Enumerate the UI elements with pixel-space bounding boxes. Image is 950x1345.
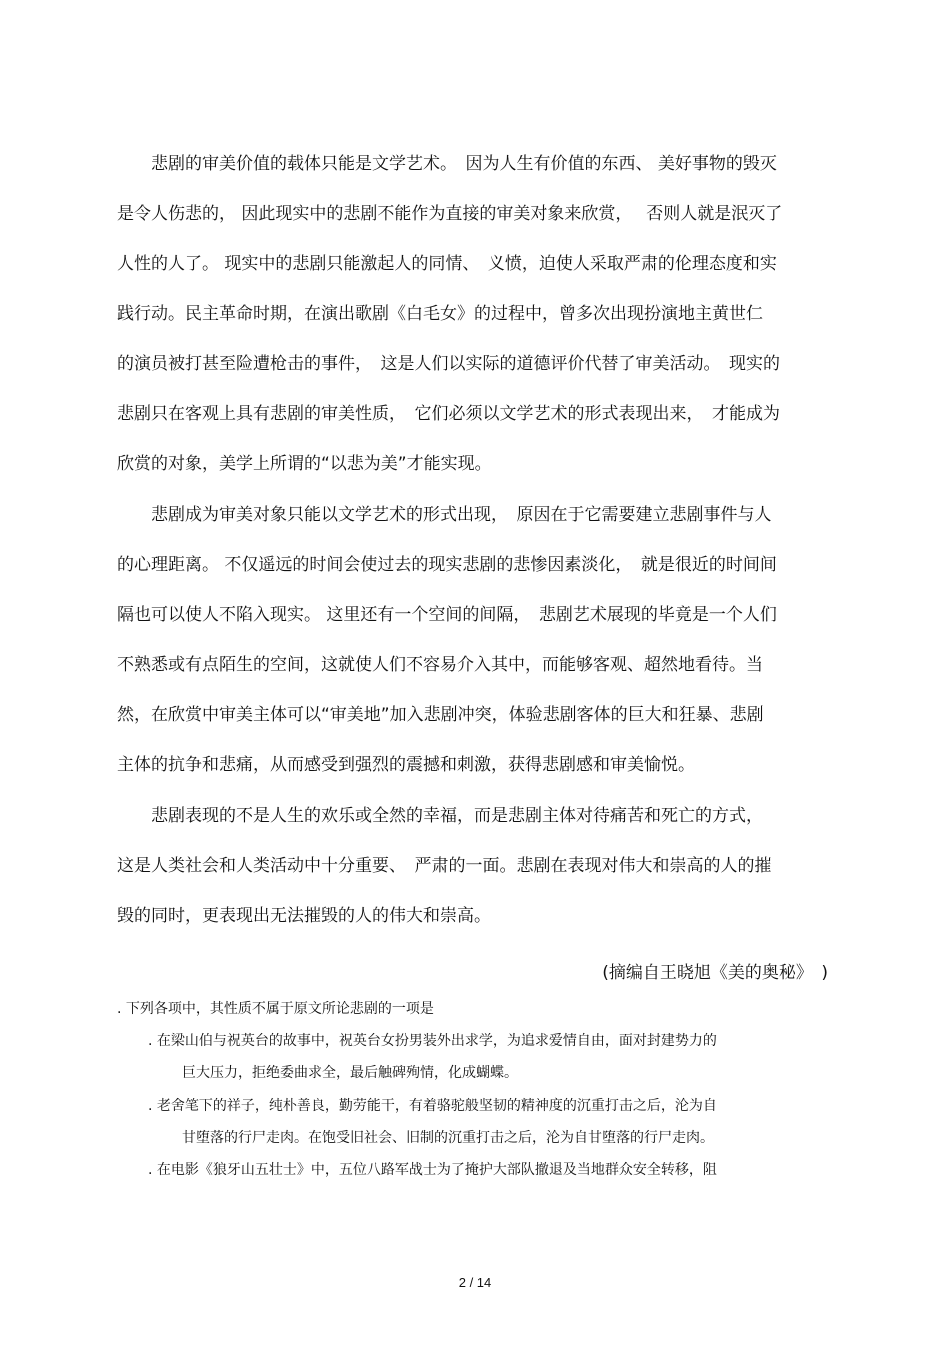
paragraph-1-line-4: 践行动。民主革命时期，在演出歌剧《白毛女》的过程中，曾多次出现扮演地主黄世仁 bbox=[117, 304, 763, 324]
option-a-line-2: 巨大压力，拒绝委曲求全，最后触碑殉情，化成蝴蝶。 bbox=[182, 1065, 518, 1081]
paragraph-3-line-2: 这是人类社会和人类活动中十分重要、 严肃的一面。悲剧在表现对伟大和崇高的人的摧 bbox=[117, 856, 772, 876]
paragraph-2-line-3: 隔也可以使人不陷入现实。 这里还有一个空间的间隔， 悲剧艺术展现的毕竟是一个人们 bbox=[117, 605, 777, 625]
paragraph-1-line-2: 是令人伤悲的， 因此现实中的悲剧不能作为直接的审美对象来欣赏， 否则人就是泯灭了 bbox=[117, 204, 783, 224]
option-a-line-1: . 在梁山伯与祝英台的故事中，祝英台女扮男装外出求学，为追求爱情自由，面对封建势力的 bbox=[148, 1033, 717, 1049]
paragraph-2-line-2: 的心理距离。 不仅遥远的时间会使过去的现实悲剧的悲惨因素淡化， 就是很近的时间间 bbox=[117, 555, 777, 575]
paragraph-1-line-7: 欣赏的对象，美学上所谓的“以悲为美”才能实现。 bbox=[117, 454, 492, 474]
paragraph-2-line-5: 然，在欣赏中审美主体可以“审美地”加入悲剧冲突，体验悲剧客体的巨大和狂暴、悲剧 bbox=[117, 705, 764, 725]
option-b-line-1: . 老舍笔下的祥子，纯朴善良，勤劳能干，有着骆驼般坚韧的精神度的沉重打击之后，沦为自 bbox=[148, 1098, 717, 1114]
page-number: 2 / 14 bbox=[458, 1275, 492, 1290]
paragraph-3-line-3: 毁的同时，更表现出无法摧毁的人的伟大和崇高。 bbox=[117, 906, 491, 926]
paragraph-3-line-1: 悲剧表现的不是人生的欢乐或全然的幸福，而是悲剧主体对待痛苦和死亡的方式， bbox=[117, 806, 763, 826]
paragraph-2-line-4: 不熟悉或有点陌生的空间，这就使人们不容易介入其中，而能够客观、超然地看待。当 bbox=[117, 655, 763, 675]
paragraph-1-line-3: 人性的人了。 现实中的悲剧只能激起人的同情、 义愤，迫使人采取严肃的伦理态度和实 bbox=[117, 254, 777, 274]
source-citation: (摘编自王晓旭《美的奥秘》 ) bbox=[602, 963, 828, 983]
paragraph-2-line-6: 主体的抗争和悲痛，从而感受到强烈的震撼和刺激，获得悲剧感和审美愉悦。 bbox=[117, 755, 695, 775]
option-c-line-1: . 在电影《狼牙山五壮士》中，五位八路军战士为了掩护大部队撤退及当地群众安全转移，阻 bbox=[148, 1162, 717, 1178]
paragraph-2-line-1: 悲剧成为审美对象只能以文学艺术的形式出现， 原因在于它需要建立悲剧事件与人 bbox=[117, 505, 772, 525]
paragraph-1-line-5: 的演员被打甚至险遭枪击的事件， 这是人们以实际的道德评价代替了审美活动。 现实的 bbox=[117, 354, 780, 374]
paragraph-1-line-6: 悲剧只在客观上具有悲剧的审美性质， 它们必须以文学艺术的形式表现出来， 才能成为 bbox=[117, 404, 780, 424]
paragraph-1-line-1: 悲剧的审美价值的载体只能是文学艺术。 因为人生有价值的东西、 美好事物的毁灭 bbox=[117, 154, 777, 174]
question-stem: . 下列各项中，其性质不属于原文所论悲剧的一项是 bbox=[117, 1001, 434, 1017]
option-b-line-2: 甘堕落的行尸走肉。在饱受旧社会、旧制的沉重打击之后，沦为自甘堕落的行尸走肉。 bbox=[182, 1130, 714, 1146]
